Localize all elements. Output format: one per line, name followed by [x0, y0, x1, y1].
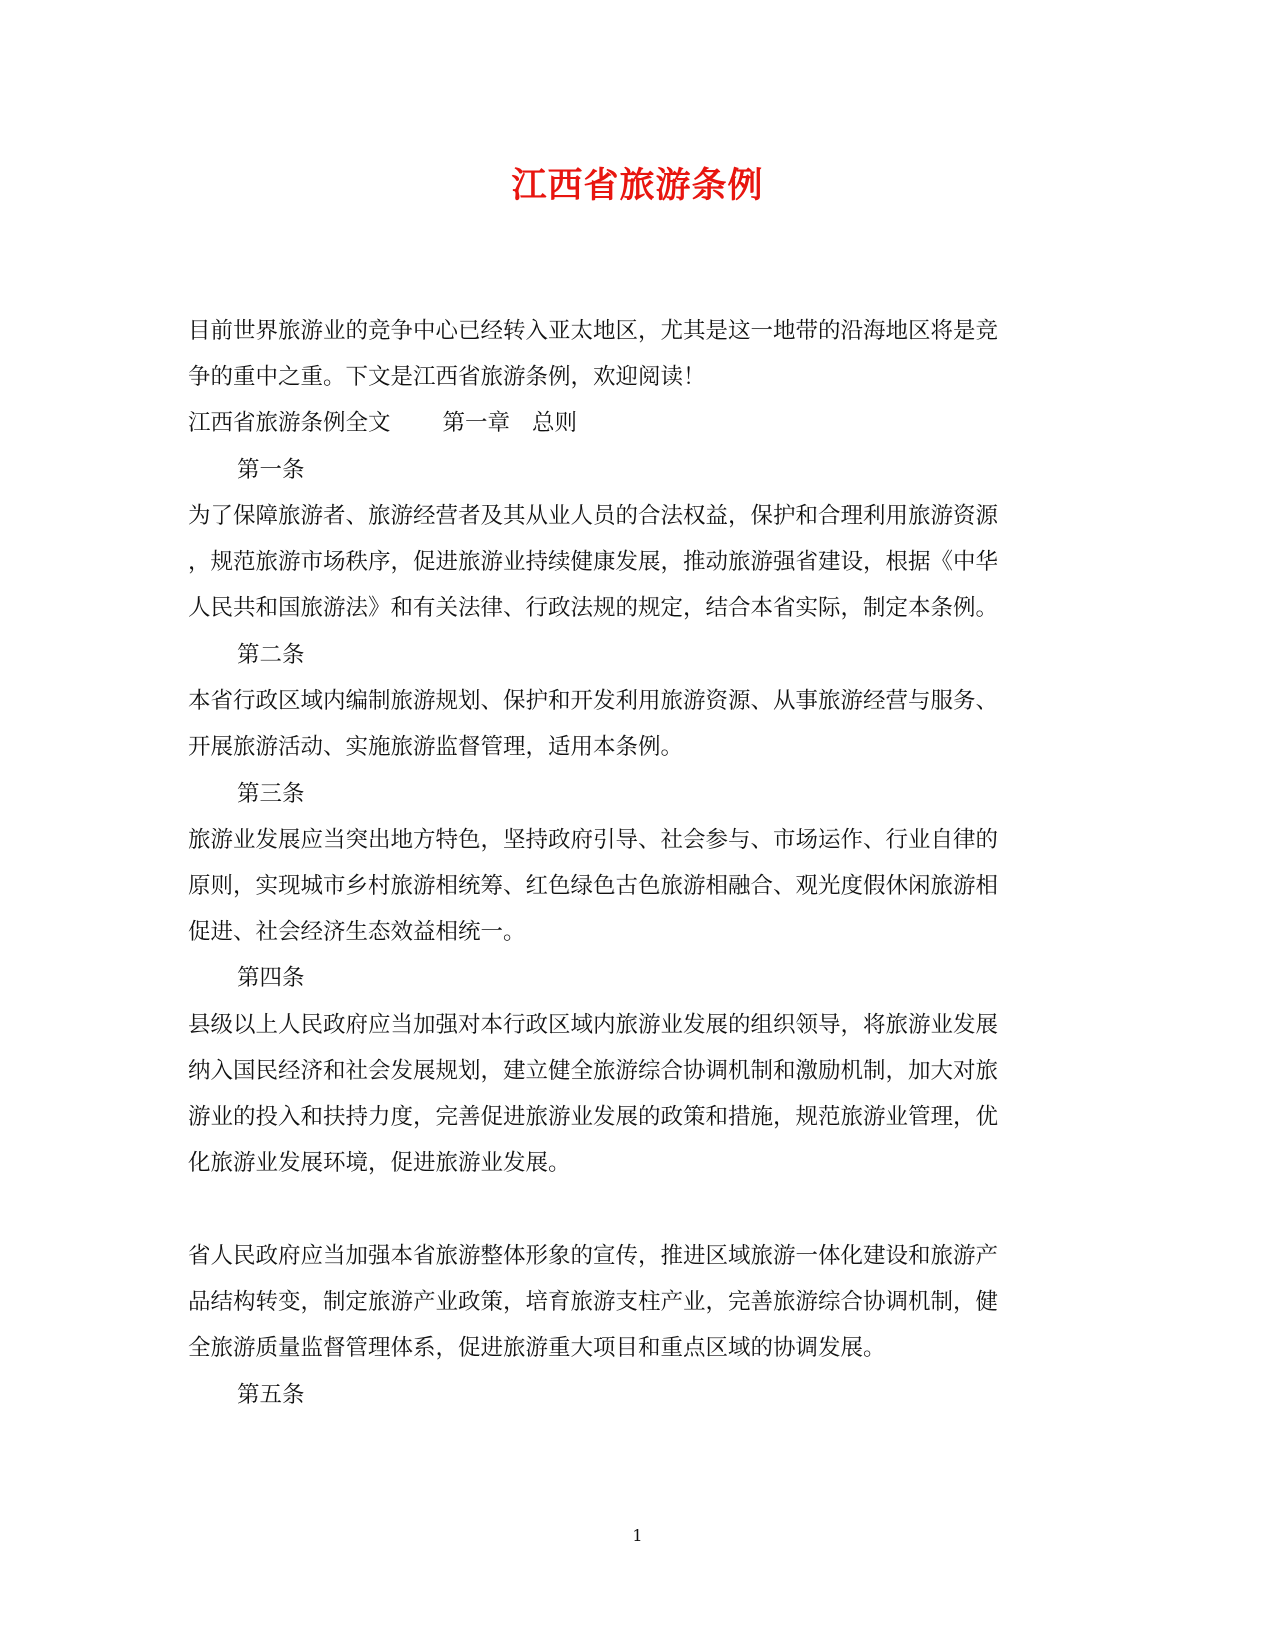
article-line: 游业的投入和扶持力度，完善促进旅游业发展的政策和措施，规范旅游业管理，优	[188, 1104, 999, 1130]
intro-line: 目前世界旅游业的竞争中心已经转入亚太地区，尤其是这一地带的沿海地区将是竞	[188, 318, 999, 344]
article-line: 促进、社会经济生态效益相统一。	[188, 919, 526, 945]
chapter-number: 第一章	[442, 410, 511, 436]
article-heading: 第三条	[237, 781, 305, 807]
article-heading: 第四条	[237, 965, 305, 991]
article-line: 本省行政区域内编制旅游规划、保护和开发利用旅游资源、从事旅游经营与服务、	[188, 688, 999, 714]
article-line: 品结构转变，制定旅游产业政策，培育旅游支柱产业，完善旅游综合协调机制，健	[188, 1289, 999, 1315]
fulltext-header	[188, 408, 1088, 438]
article-heading: 第二条	[237, 642, 305, 668]
article-heading: 第一条	[237, 457, 305, 483]
article-heading: 第五条	[237, 1382, 305, 1408]
fulltext-label: 江西省旅游条例全文	[188, 410, 391, 436]
article-line: 全旅游质量监督管理体系，促进旅游重大项目和重点区域的协调发展。	[188, 1335, 886, 1361]
article-line: 县级以上人民政府应当加强对本行政区域内旅游业发展的组织领导，将旅游业发展	[188, 1012, 999, 1038]
intro-line: 争的重中之重。下文是江西省旅游条例，欢迎阅读！	[188, 364, 706, 390]
article-line: 省人民政府应当加强本省旅游整体形象的宣传，推进区域旅游一体化建设和旅游产	[188, 1243, 999, 1269]
article-line: 旅游业发展应当突出地方特色，坚持政府引导、社会参与、市场运作、行业自律的	[188, 827, 999, 853]
article-line: 纳入国民经济和社会发展规划，建立健全旅游综合协调机制和激励机制，加大对旅	[188, 1058, 999, 1084]
page-title: 江西省旅游条例	[511, 165, 764, 206]
article-line: ，规范旅游市场秩序，促进旅游业持续健康发展，推动旅游强省建设，根据《中华	[188, 549, 999, 575]
article-line: 为了保障旅游者、旅游经营者及其从业人员的合法权益，保护和合理利用旅游资源	[188, 503, 999, 529]
article-line: 原则，实现城市乡村旅游相统筹、红色绿色古色旅游相融合、观光度假休闲旅游相	[188, 873, 999, 899]
page-number: 1	[632, 1526, 643, 1545]
chapter-title: 总则	[532, 410, 578, 436]
article-line: 开展旅游活动、实施旅游监督管理，适用本条例。	[188, 734, 684, 760]
article-line: 人民共和国旅游法》和有关法律、行政法规的规定，结合本省实际，制定本条例。	[188, 595, 999, 621]
article-line: 化旅游业发展环境，促进旅游业发展。	[188, 1150, 571, 1176]
